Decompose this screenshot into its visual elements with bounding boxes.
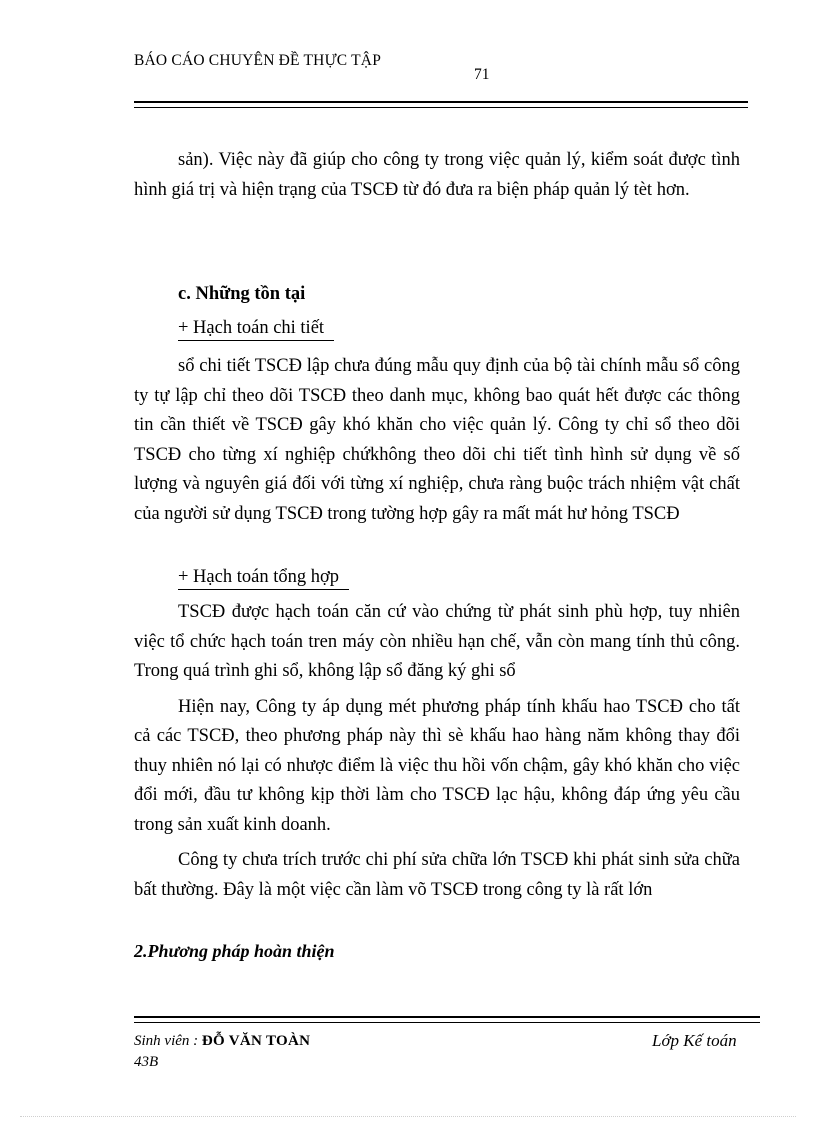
footer-rule	[134, 1016, 760, 1023]
report-title: BÁO CÁO CHUYÊN ĐỀ THỰC TẬP	[134, 52, 382, 69]
heading-existing-issues: c. Những tồn tại	[178, 284, 306, 304]
detailed-accounting-paragraph: sổ chi tiết TSCĐ lập chưa đúng mẫu quy định của bộ tài chính mẫu sổ công ty tự lập chỉ theo dõi TSCĐ theo danh mục, không bao quát hết được các thông tin cần thiết về TSCĐ gây khó khăn cho việc quản lý. Công ty chỉ sổ theo dõi TSCĐ cho từng xí nghiệp chứkhông theo dõi chi tiết tình hình sử dụng về số lượng và nguyên giá đối với từng xí nghiệp, chưa ràng buộc trách nhiệm vật chất của người sử dụng TSCĐ trong tường hợp gây ra mất mát hư hỏng TSCĐ	[134, 356, 740, 524]
detailed-accounting-block	[134, 352, 740, 529]
student-id: 43B	[134, 1054, 159, 1070]
footer-student	[134, 1033, 310, 1050]
page-edge-divider	[20, 1116, 796, 1117]
intro-paragraph-block	[134, 146, 740, 205]
footer-class: Lớp Kế toán	[652, 1031, 737, 1050]
general-accounting-paragraph-2: Hiện nay, Công ty áp dụng mét phương pháp tính khấu hao TSCĐ cho tất cả các TSCĐ, theo phương pháp này thì sè khấu hao hàng năm không thay đổi thuy nhiên nó lại có nhược điểm là việc thu hồi vốn chậm, gây khó khăn cho việc đổi mới, đầu tư không kịp thời làm cho TSCĐ lạc hậu, không đáp ứng yêu cầu trong sản xuất kinh doanh.	[134, 696, 740, 835]
student-name: ĐỖ VĂN TOÀN	[201, 1033, 311, 1049]
section-heading-improvement: 2.Phương pháp hoàn thiện	[134, 941, 335, 961]
page-number: 71	[474, 66, 490, 83]
general-accounting-paragraph-3: Công ty chưa trích trước chi phí sửa chữa lớn TSCĐ khi phát sinh sửa chữa bất thường. Đây là một việc cần làm võ TSCĐ trong công ty là rất lớn	[134, 850, 740, 900]
general-accounting-paragraph-1: TSCĐ được hạch toán căn cứ vào chứng từ phát sinh phù hợp, tuy nhiên việc tổ chức hạch toán tren máy còn nhiều hạn chế, vẫn còn mang tính thủ công. Trong quá trình ghi sổ, không lập sổ đăng ký ghi sổ	[134, 602, 740, 681]
subheading-general-accounting: + Hạch toán tổng hợp	[178, 567, 349, 590]
header-rule	[134, 101, 748, 108]
subheading-detailed-accounting: + Hạch toán chi tiết	[178, 318, 334, 341]
student-label: Sinh viên :	[134, 1033, 202, 1049]
general-accounting-block	[134, 598, 740, 905]
intro-paragraph: sản). Việc này đã giúp cho công ty trong việc quản lý, kiểm soát được tình hình giá trị và hiện trạng của TSCĐ từ đó đưa ra biện pháp quản lý tèt hơn.	[134, 150, 740, 200]
